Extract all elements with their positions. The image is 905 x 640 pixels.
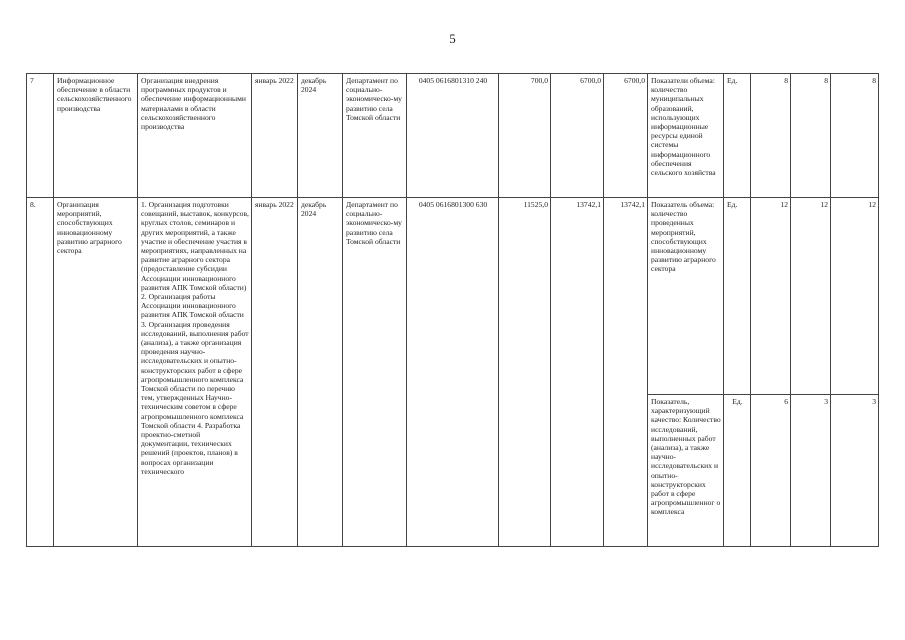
event-name: Информационное обеспечение в области сельскохозяйственного производства [54, 74, 138, 198]
table-row [27, 198, 879, 395]
indicator-value-3: 3 [831, 395, 879, 547]
event-name: Организация мероприятий, способствующих инновационному развитию аграрного сектора [54, 198, 138, 547]
indicator-value-2: 8 [791, 74, 831, 198]
row-number: 8. [27, 198, 54, 547]
funding-value-1: 11525,0 [499, 198, 551, 547]
end-date: декабрь 2024 [298, 198, 343, 547]
table-row [27, 74, 879, 198]
funding-value-3: 6700,0 [604, 74, 648, 198]
executor: Департамент по социально-экономическо-му развитию села Томской области [343, 198, 407, 547]
indicator-text: Показатель объема: количество проведенных мероприятий, способствующих инновационному развитию аграрного сектора [648, 198, 724, 395]
indicator-text: Показатели объема: количество муниципальных образований, использующих информационные ресурсы единой системы информационного обеспечения сельского хозяйства [648, 74, 724, 198]
event-content: Организация внедрения программных продуктов и обеспечение информационными материалами в области сельскохозяйственного производства [138, 74, 252, 198]
page-number: 5 [449, 31, 456, 46]
indicator-value-1: 12 [751, 198, 791, 395]
program-events-table [26, 73, 879, 547]
event-content: 1. Организация подготовки совещаний, выставок, конкурсов, круглых столов, семинаров и других мероприятий, а также участие и обеспечение участия в мероприятиях, направленных на развитие аграрного сектора (предоставление субсидии Ассоциации инновационного развития АПК Томской области) 2. Организация работы Ассоциации инновационного развития АПК Томской области 3. Организация проведения исследований, выполнения работ (анализа), а также организация проведения научно-исследовательских и опытно-конструкторских работ в сфере агропромышленного комплекса Томской области по перечню тем, утвержденных Научно-техническим советом в сфере агропромышленного комплекса Томской области 4. Разработка проектно-сметной документации, технических решений (проектов, планов) в вопросах организации технического [138, 198, 252, 547]
funding-value-1: 700,0 [499, 74, 551, 198]
indicator-text: Показатель, характеризующий качество: Количество исследований, выполненных работ (анализа), а также научно-исследовательских и опытно-конструкторских работ в сфере агропромышленног о комплекса [648, 395, 724, 547]
row-number: 7 [27, 74, 54, 198]
indicator-unit: Ед. [724, 74, 751, 198]
indicator-value-1: 6 [751, 395, 791, 547]
funding-value-2: 6700,0 [551, 74, 604, 198]
indicator-value-1: 8 [751, 74, 791, 198]
indicator-value-2: 12 [791, 198, 831, 395]
funding-value-2: 13742,1 [551, 198, 604, 547]
end-date: декабрь 2024 [298, 74, 343, 198]
funding-value-3: 13742,1 [604, 198, 648, 547]
indicator-value-2: 3 [791, 395, 831, 547]
indicator-unit: Ед. [724, 198, 751, 395]
start-date: январь 2022 [252, 74, 298, 198]
start-date: январь 2022 [252, 198, 298, 547]
indicator-unit: Ед. [724, 395, 751, 547]
indicator-value-3: 12 [831, 198, 879, 395]
executor: Департамент по социально-экономическо-му развитию села Томской области [343, 74, 407, 198]
indicator-value-3: 8 [831, 74, 879, 198]
budget-code: 0405 0616801300 630 [407, 198, 499, 547]
budget-code: 0405 0616801310 240 [407, 74, 499, 198]
